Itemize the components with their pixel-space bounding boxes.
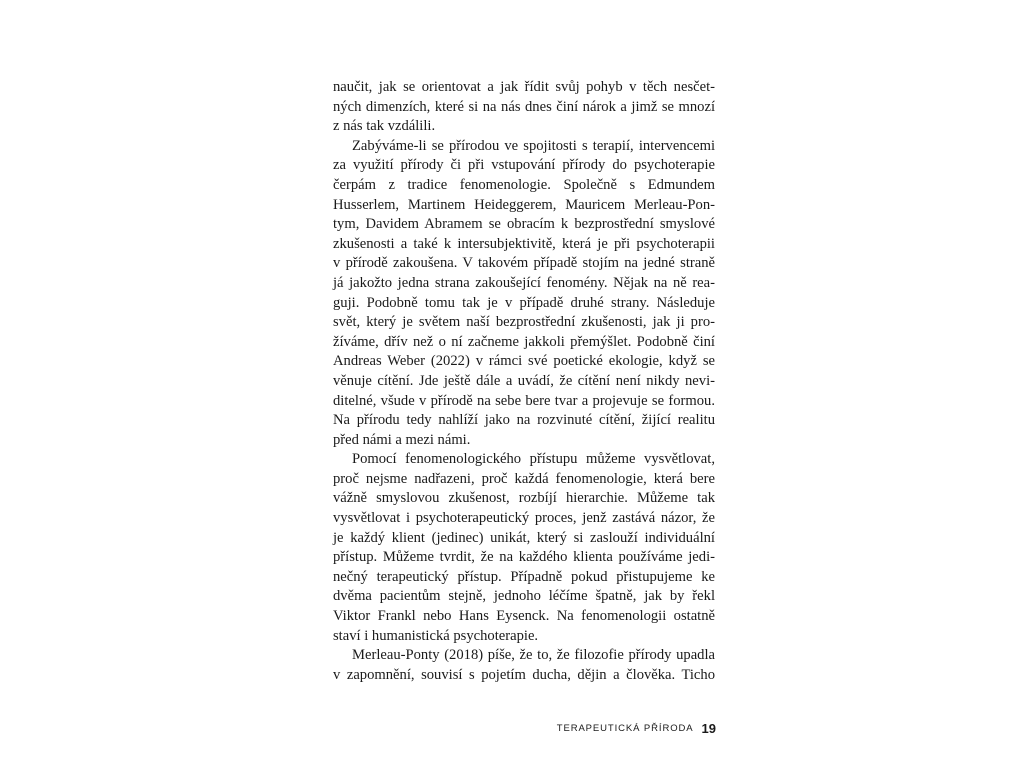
text-line: Na přírodu tedy nahlíží jako na rozvinuté cítění, žijící realitu [333,412,715,429]
text-line: vysvětlovat i psychoterapeutický proces, jenž zastává názor, že [333,510,715,527]
body-text [333,78,715,685]
text-line: v přírodě zakoušena. V takovém případě stojím na jedné straně [333,255,715,272]
text-line: Viktor Frankl nebo Hans Eysenck. Na fenomenologii ostatně [333,608,715,625]
text-line: staví i humanistická psychoterapie. [333,627,539,644]
text-line: v zapomnění, souvisí s pojetím ducha, dějin a člověka. Ticho [333,666,715,683]
text-line: ditelné, všude v přírodě na sebe bere tvar a projevuje se formou. [333,392,715,409]
page-footer [500,719,716,737]
text-line: před námi a mezi námi. [333,431,471,448]
text-line: tym, Davidem Abramem se obracím k bezprostřední smyslové [333,216,715,233]
text-line: Husserlem, Martinem Heideggerem, Mauricem Merleau-Pon- [333,196,715,213]
text-line: za využití přírody či při vstupování přírody do psychoterapie [333,157,715,174]
text-line: proč nejsme nadřazeni, proč každá fenomenologie, která bere [333,470,715,487]
text-line: nečný terapeutický přístup. Případně pokud přistupujeme ke [333,568,715,585]
text-line: věnuje cítění. Jde ještě dále a uvádí, že cítění není nikdy nevi- [333,372,715,389]
page-number: 19 [701,720,716,736]
text-line: Zabýváme-li se přírodou ve spojitosti s terapií, intervencemi [352,137,715,154]
text-line: z nás tak vzdálili. [333,118,436,135]
text-line: dvěma pacientům stejně, jednoho léčíme špatně, jak by řekl [333,588,715,605]
text-line: zkušenosti a také k intersubjektivitě, která je při psychoterapii [333,235,715,252]
text-line: ných dimenzích, které si na nás dnes činí nárok a jimž se mnozí [333,98,715,115]
running-head: TERAPEUTICKÁ PŘÍRODA [556,722,694,734]
text-line: přístup. Můžeme tvrdit, že na každého klienta používáme jedi- [333,549,715,566]
text-line: svět, který je světem naší bezprostřední zkušenosti, jak ji pro- [333,314,715,331]
text-line: čerpám z tradice fenomenologie. Společně s Edmundem [333,176,715,193]
text-line: guji. Podobně tomu tak je v případě druhé strany. Následuje [333,294,715,311]
text-line: vážně smyslovou zkušenost, rozbíjí hierarchie. Můžeme tak [333,490,715,507]
text-line: já jakožto jedna strana zakoušející fenomény. Nějak na ně rea- [333,274,715,291]
text-line: žíváme, dřív než o ní začneme jakkoli přemýšlet. Podobně činí [333,333,715,350]
text-line: Andreas Weber (2022) v rámci své poetické ekologie, když se [333,353,715,370]
text-line: Merleau-Ponty (2018) píše, že to, že filozofie přírody upadla [352,647,715,664]
text-line: Pomocí fenomenologického přístupu můžeme vysvětlovat, [352,451,715,468]
text-line: je každý klient (jedinec) unikát, který si zaslouží individuální [333,529,715,546]
text-line: naučit, jak se orientovat a jak řídit svůj pohyb v těch nesčet- [333,79,715,95]
